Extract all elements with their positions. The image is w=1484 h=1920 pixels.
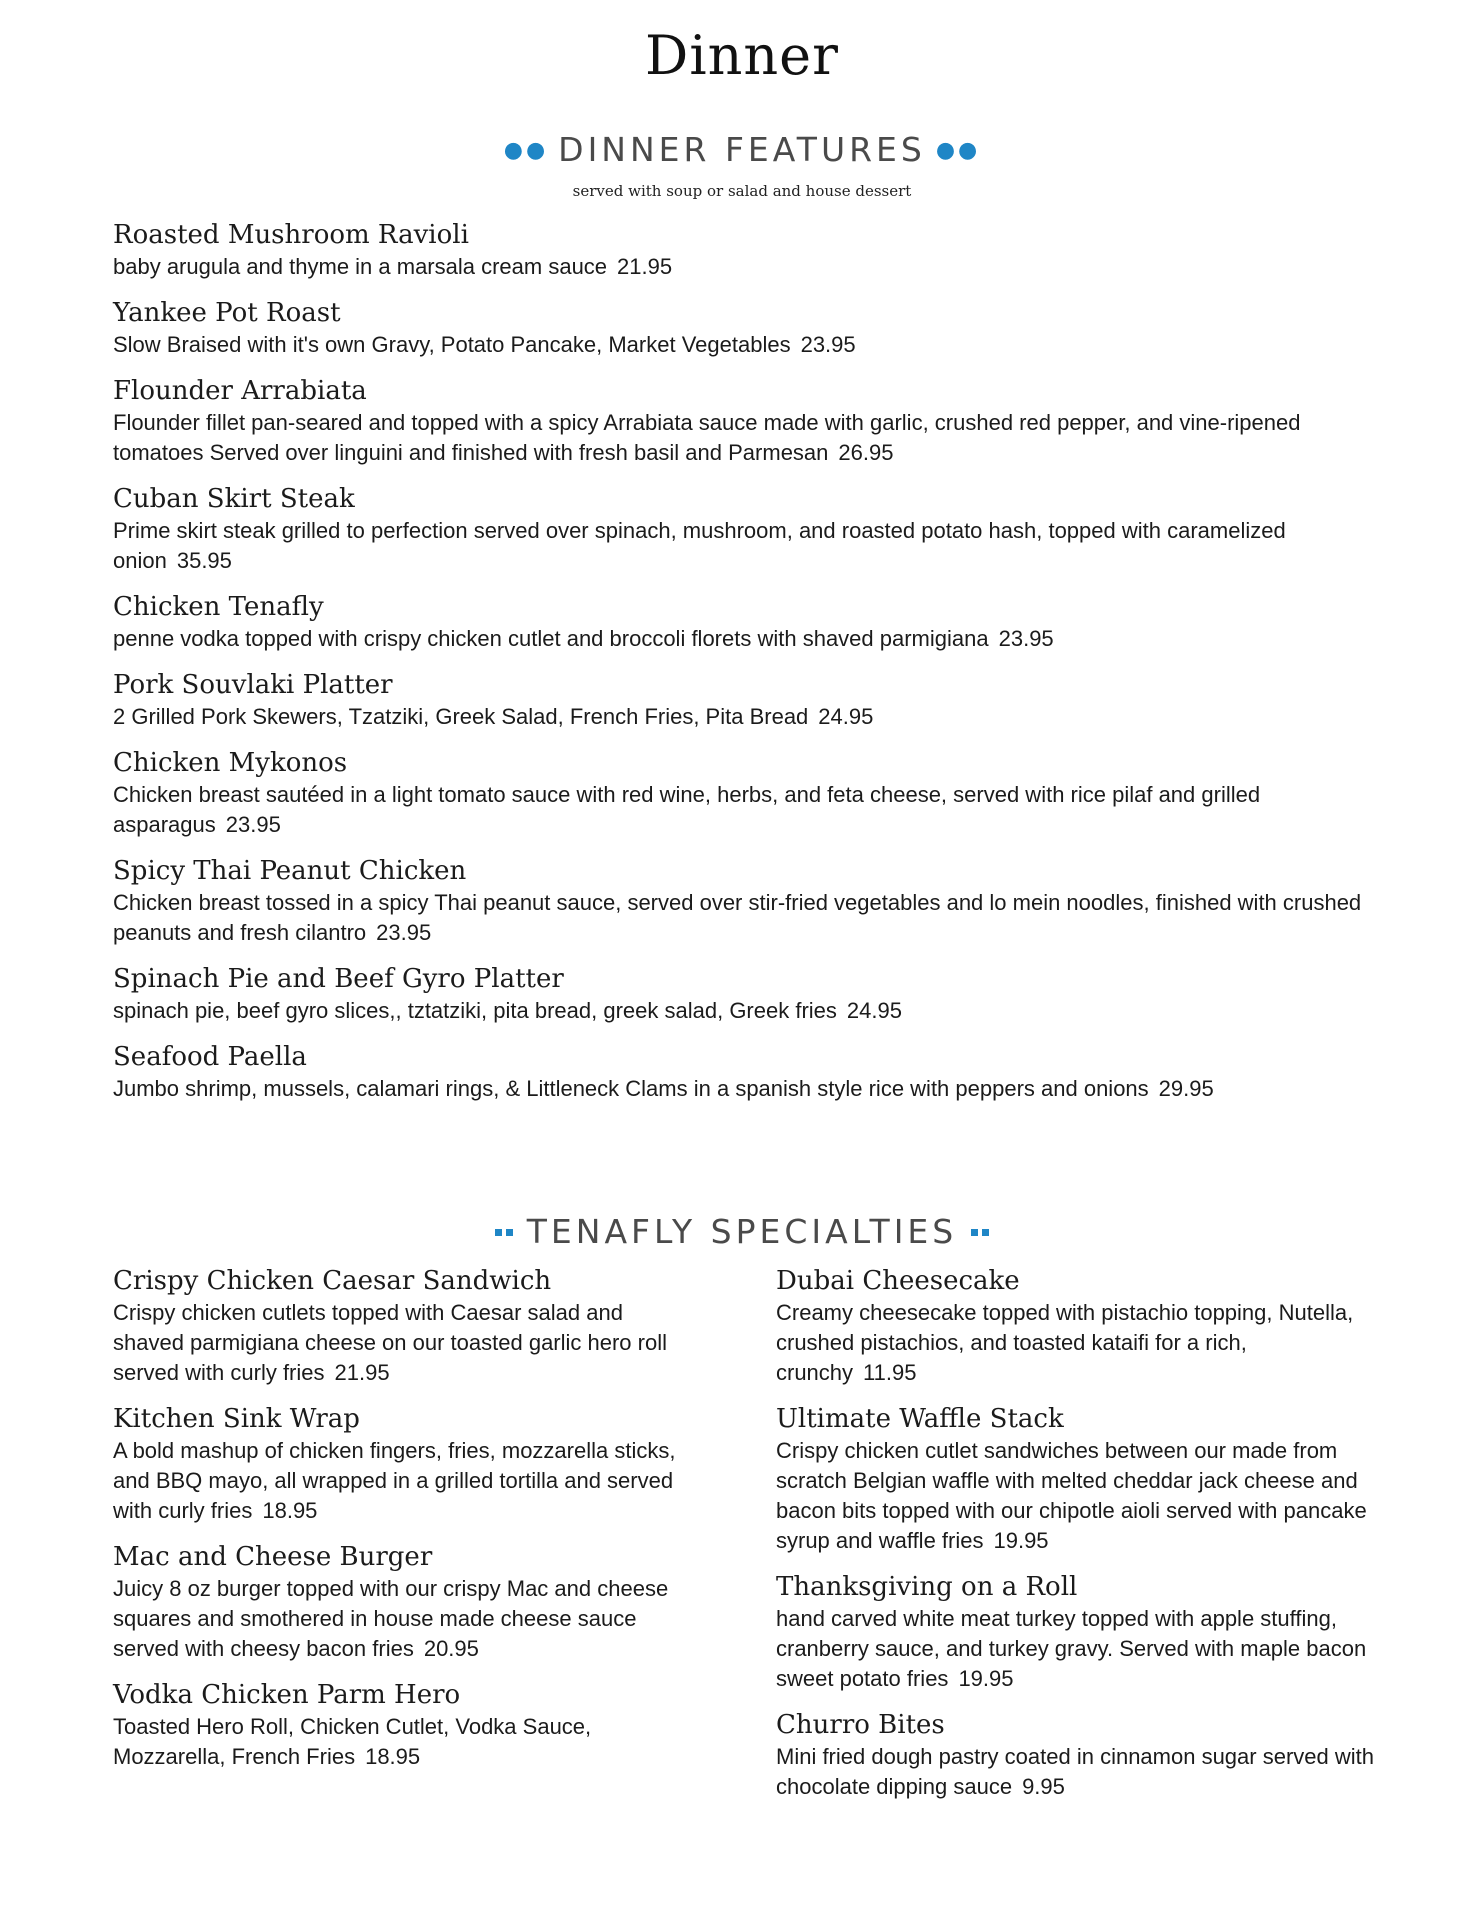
menu-item-desc: [113, 780, 1373, 840]
specialties-title: TENAFLY SPECIALTIES: [526, 1212, 958, 1251]
menu-item-name: Roasted Mushroom Ravioli: [113, 220, 469, 250]
menu-item-desc: [113, 1436, 693, 1526]
menu-item-description: spinach pie, beef gyro slices,, tztatziki, pita bread, greek salad, Greek fries: [113, 998, 837, 1023]
menu-item: [776, 1264, 1376, 1388]
menu-item: [113, 374, 1373, 468]
menu-item-description: Chicken breast sautéed in a light tomato sauce with red wine, herbs, and feta cheese, served with rice pilaf and grilled asparagus: [113, 782, 1261, 837]
menu-item-name: Pork Souvlaki Platter: [113, 670, 393, 700]
menu-item-name: Ultimate Waffle Stack: [776, 1404, 1064, 1434]
menu-item-price: 20.95: [423, 1636, 479, 1661]
menu-item: [113, 746, 1373, 840]
menu-item-desc: [113, 702, 1373, 732]
dinner-features-list: [113, 218, 1373, 1118]
menu-item: [113, 1040, 1373, 1104]
menu-item-name: Flounder Arrabiata: [113, 376, 367, 406]
menu-item: [113, 1402, 693, 1526]
menu-item-price: 21.95: [617, 254, 673, 279]
menu-item-description: 2 Grilled Pork Skewers, Tzatziki, Greek Salad, French Fries, Pita Bread: [113, 704, 809, 729]
menu-item-description: Crispy chicken cutlets topped with Caesar salad and shaved parmigiana cheese on our toasted garlic hero roll served with curly fries: [113, 1300, 667, 1385]
menu-item-price: 23.95: [225, 812, 281, 837]
menu-item-description: Creamy cheesecake topped with pistachio topping, Nutella, crushed pistachios, and toasted kataifi for a rich, crunchy: [776, 1300, 1354, 1385]
menu-item-description: hand carved white meat turkey topped with apple stuffing, cranberry sauce, and turkey gravy. Served with maple bacon sweet potato fries: [776, 1606, 1367, 1691]
menu-item-name: Seafood Paella: [113, 1042, 307, 1072]
menu-item-description: Flounder fillet pan-seared and topped with a spicy Arrabiata sauce made with garlic, crushed red pepper, and vine-ripened tomatoes Served over linguini and finished with fresh basil and Parmesan: [113, 410, 1301, 465]
menu-item-description: A bold mashup of chicken fingers, fries, mozzarella sticks, and BBQ mayo, all wrapped in a grilled tortilla and served with curly fries: [113, 1438, 676, 1523]
menu-item: [776, 1570, 1376, 1694]
menu-item-desc: [113, 516, 1373, 576]
menu-item: [113, 668, 1373, 732]
menu-item-price: 23.95: [376, 920, 432, 945]
menu-item-price: 23.95: [998, 626, 1054, 651]
menu-item: [113, 1540, 693, 1664]
dot-ornament-icon: ●●: [935, 138, 981, 163]
page-title: Dinner: [645, 24, 839, 87]
menu-item-desc: [113, 1298, 693, 1388]
menu-item-price: 35.95: [176, 548, 232, 573]
menu-item-description: Juicy 8 oz burger topped with our crispy Mac and cheese squares and smothered in house made cheese sauce served with cheesy bacon fries: [113, 1576, 669, 1661]
menu-item: [113, 854, 1373, 948]
specialties-left-column: [113, 1264, 693, 1786]
menu-item-desc: [776, 1742, 1376, 1802]
menu-item-name: Chicken Mykonos: [113, 748, 348, 778]
menu-item-price: 29.95: [1158, 1076, 1214, 1101]
menu-item-price: 19.95: [958, 1666, 1014, 1691]
menu-item: [113, 482, 1373, 576]
menu-item-name: Thanksgiving on a Roll: [776, 1572, 1078, 1602]
menu-item: [113, 1678, 693, 1772]
menu-item-name: Mac and Cheese Burger: [113, 1542, 433, 1572]
menu-item-price: 21.95: [334, 1360, 390, 1385]
dinner-features-heading: [0, 130, 1484, 169]
dinner-features-note: served with soup or salad and house dessert: [572, 182, 912, 200]
menu-item-name: Dubai Cheesecake: [776, 1266, 1020, 1296]
menu-item-price: 19.95: [993, 1528, 1049, 1553]
menu-item: [113, 1264, 693, 1388]
menu-item-desc: [113, 1712, 693, 1772]
menu-item: [113, 296, 1373, 360]
menu-item-name: Churro Bites: [776, 1710, 945, 1740]
menu-item-description: penne vodka topped with crispy chicken cutlet and broccoli florets with shaved parmigiana: [113, 626, 989, 651]
menu-item-desc: [113, 888, 1373, 948]
menu-item: [113, 590, 1373, 654]
menu-item-name: Chicken Tenafly: [113, 592, 324, 622]
menu-item-desc: [113, 408, 1373, 468]
menu-item-name: Cuban Skirt Steak: [113, 484, 355, 514]
menu-item-description: Chicken breast tossed in a spicy Thai peanut sauce, served over stir-fried vegetables and lo mein noodles, finished with crushed peanuts and fresh cilantro: [113, 890, 1362, 945]
menu-item-name: Yankee Pot Roast: [113, 298, 341, 328]
menu-item-name: Kitchen Sink Wrap: [113, 1404, 360, 1434]
menu-item-name: Vodka Chicken Parm Hero: [113, 1680, 461, 1710]
menu-item-desc: [113, 996, 1373, 1026]
menu-item-description: Slow Braised with it's own Gravy, Potato Pancake, Market Vegetables: [113, 332, 791, 357]
menu-item-desc: [113, 624, 1373, 654]
square-ornament-icon: [969, 1212, 991, 1251]
menu-item-desc: [113, 1574, 693, 1664]
specialties-right-column: [776, 1264, 1376, 1816]
menu-item-price: 18.95: [262, 1498, 318, 1523]
menu-item-price: 18.95: [365, 1744, 421, 1769]
menu-item-desc: [776, 1436, 1376, 1556]
menu-item-name: Spinach Pie and Beef Gyro Platter: [113, 964, 564, 994]
menu-item-price: 26.95: [838, 440, 894, 465]
menu-item: [776, 1402, 1376, 1556]
dot-ornament-icon: ●●: [503, 138, 549, 163]
menu-item-desc: [776, 1298, 1376, 1388]
menu-item-desc: [113, 252, 1373, 282]
menu-item-price: 24.95: [846, 998, 902, 1023]
menu-item-description: Toasted Hero Roll, Chicken Cutlet, Vodka Sauce, Mozzarella, French Fries: [113, 1714, 592, 1769]
menu-item: [776, 1708, 1376, 1802]
menu-item-description: baby arugula and thyme in a marsala cream sauce: [113, 254, 608, 279]
menu-item-name: Crispy Chicken Caesar Sandwich: [113, 1266, 552, 1296]
dinner-features-title: DINNER FEATURES: [558, 130, 926, 169]
menu-item-price: 11.95: [863, 1360, 917, 1385]
menu-item: [113, 218, 1373, 282]
menu-item-name: Spicy Thai Peanut Chicken: [113, 856, 467, 886]
specialties-heading: [0, 1212, 1484, 1251]
menu-item-price: 24.95: [818, 704, 874, 729]
menu-item-description: Jumbo shrimp, mussels, calamari rings, & Littleneck Clams in a spanish style rice with peppers and onions: [113, 1076, 1149, 1101]
menu-item-desc: [113, 330, 1373, 360]
menu-item-description: Prime skirt steak grilled to perfection served over spinach, mushroom, and roasted potato hash, topped with caramelized onion: [113, 518, 1286, 573]
menu-item-desc: [113, 1074, 1373, 1104]
menu-item: [113, 962, 1373, 1026]
menu-item-description: Crispy chicken cutlet sandwiches between our made from scratch Belgian waffle with melted cheddar jack cheese and bacon bits topped with our chipotle aioli served with pancake syrup and waffle fries: [776, 1438, 1367, 1553]
menu-item-description: Mini fried dough pastry coated in cinnamon sugar served with chocolate dipping sauce: [776, 1744, 1374, 1799]
menu-item-desc: [776, 1604, 1376, 1694]
menu-item-price: 23.95: [800, 332, 856, 357]
square-ornament-icon: [493, 1212, 515, 1251]
menu-item-price: 9.95: [1022, 1774, 1065, 1799]
